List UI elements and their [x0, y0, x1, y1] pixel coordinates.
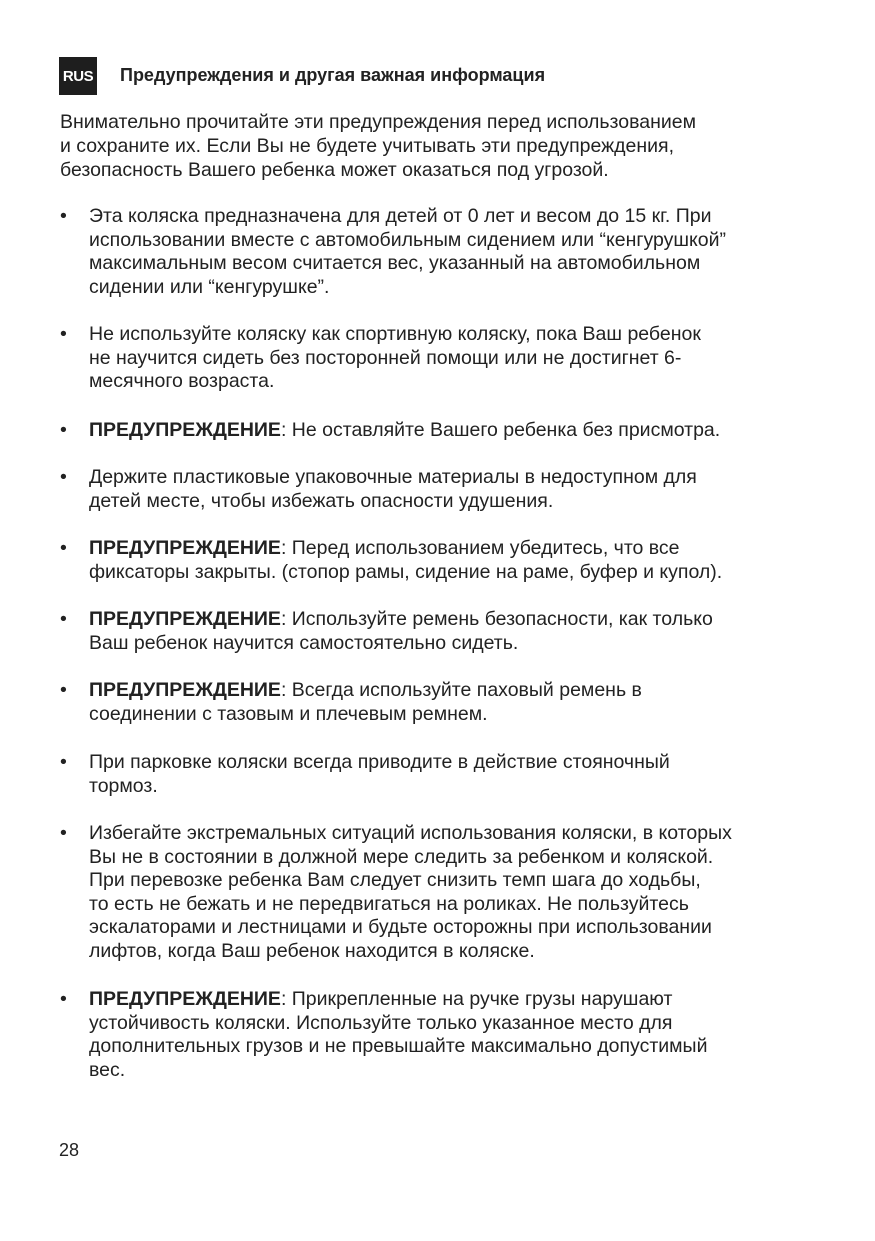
warning-text-line: максимальным весом считается вес, указанный на автомобильном — [89, 252, 701, 274]
warning-item — [60, 608, 800, 655]
intro-line: безопасность Вашего ребенка может оказаться под угрозой. — [60, 159, 609, 181]
warning-label-separator: : — [280, 418, 287, 441]
bullet-icon: • — [60, 205, 67, 227]
warning-text-line: Ваш ребенок научится самостоятельно сидеть. — [89, 631, 519, 654]
page-title: Предупреждения и другая важная информация — [120, 65, 546, 85]
intro-paragraph — [60, 110, 780, 182]
warnings-list — [60, 205, 800, 1082]
warning-text-line: При парковке коляски всегда приводите в действие стояночный — [89, 751, 670, 773]
bullet-icon: • — [60, 537, 67, 559]
warning-label-separator: : — [280, 679, 287, 701]
warning-item — [60, 537, 800, 584]
warning-label: ПРЕДУПРЕЖДЕНИЕ — [89, 608, 281, 630]
warning-label: ПРЕДУПРЕЖДЕНИЕ — [89, 679, 281, 701]
warning-text-line: детей месте, чтобы избежать опасности удушения. — [89, 489, 554, 512]
warning-text-line: месячного возраста. — [89, 370, 275, 392]
warning-item — [60, 323, 800, 394]
warning-text-line: устойчивость коляски. Используйте только указанное место для — [89, 1011, 673, 1034]
warning-item — [60, 751, 800, 798]
warning-text-line: не научится сидеть без посторонней помощи или не достигнет 6- — [89, 346, 682, 369]
warning-item — [60, 466, 800, 513]
warning-text-line: Прикрепленные на ручке грузы нарушают — [286, 988, 673, 1010]
warning-text-line: эскалаторами и лестницами и будьте осторожны при использовании — [89, 916, 712, 938]
warning-item — [60, 822, 800, 963]
warning-text-line: лифтов, когда Ваш ребенок находится в коляске. — [89, 939, 535, 962]
warning-item — [60, 988, 800, 1082]
warning-label-separator: : — [280, 537, 287, 559]
warning-text-line: вес. — [89, 1058, 126, 1081]
intro-line: и сохраните их. Если Вы не будете учитывать эти предупреждения, — [60, 135, 675, 157]
bullet-icon: • — [60, 822, 67, 844]
warning-text-line: дополнительных грузов и не превышайте максимально допустимый — [89, 1035, 708, 1057]
bullet-icon: • — [60, 466, 67, 488]
bullet-icon: • — [60, 988, 67, 1010]
warning-text-line: использовании вместе с автомобильным сидением или “кенгурушкой” — [89, 228, 727, 251]
warning-text-line: то есть не бежать и не передвигаться на роликах. Не пользуйтесь — [89, 892, 689, 915]
warning-item — [60, 679, 800, 726]
page-number: 28 — [59, 1140, 80, 1160]
bullet-icon: • — [60, 608, 67, 630]
bullet-icon: • — [60, 679, 67, 701]
bullet-icon: • — [60, 418, 67, 441]
warning-text-line: Всегда используйте паховый ремень в — [286, 679, 642, 701]
warning-label: ПРЕДУПРЕЖДЕНИЕ — [89, 418, 281, 441]
warning-text-line: Не оставляйте Вашего ребенка без присмотра. — [286, 418, 721, 441]
warning-text-line: Держите пластиковые упаковочные материалы в недоступном для — [89, 466, 697, 488]
warning-text-line: Вы не в состоянии в должной мере следить за ребенком и коляской. — [89, 845, 714, 868]
warning-text-line: Избегайте экстремальных ситуаций использования коляски, в которых — [89, 822, 732, 844]
warning-label: ПРЕДУПРЕЖДЕНИЕ — [89, 537, 281, 559]
warning-text-line: фиксаторы закрыты. (стопор рамы, сидение на раме, буфер и купол). — [89, 560, 723, 583]
warning-label: ПРЕДУПРЕЖДЕНИЕ — [89, 988, 281, 1010]
warning-text-line: Эта коляска предназначена для детей от 0 лет и весом до 15 кг. При — [89, 205, 712, 227]
intro-line: Внимательно прочитайте эти предупреждения перед использованием — [60, 111, 696, 133]
warning-text-line: Перед использованием убедитесь, что все — [286, 537, 680, 559]
bullet-icon: • — [60, 323, 67, 345]
warning-text-line: При перевозке ребенка Вам следует снизить темп шага до ходьбы, — [89, 869, 701, 891]
warning-label-separator: : — [280, 988, 287, 1010]
warning-text-line: Не используйте коляску как спортивную коляску, пока Ваш ребенок — [89, 323, 701, 345]
warning-text-line: Используйте ремень безопасности, как только — [286, 608, 713, 630]
warning-label-separator: : — [280, 608, 287, 630]
warning-text-line: соединении с тазовым и плечевым ремнем. — [89, 702, 488, 725]
warning-item — [60, 205, 800, 299]
bullet-icon: • — [60, 751, 67, 773]
warning-text-line: тормоз. — [89, 774, 158, 797]
warning-item — [60, 419, 800, 443]
warning-text-line: сидении или “кенгурушке”. — [89, 275, 330, 298]
language-badge: RUS — [59, 57, 97, 95]
